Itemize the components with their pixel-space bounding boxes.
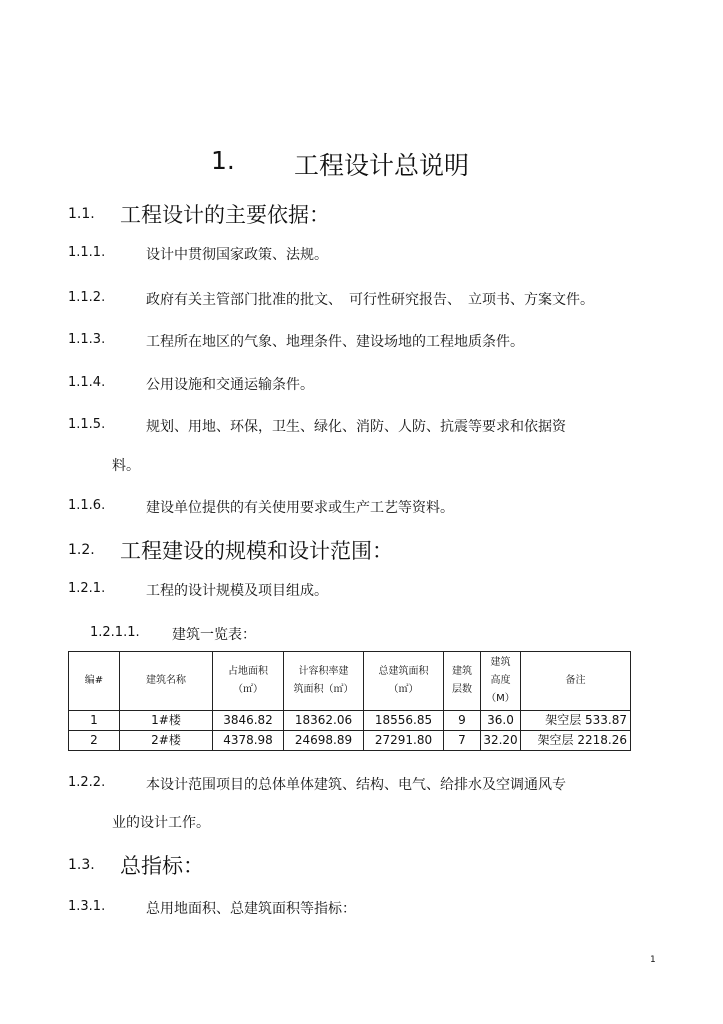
item-number-1-2-2: 1.2.2. bbox=[68, 775, 106, 790]
item-number-1-1-4: 1.1.4. bbox=[68, 375, 106, 390]
col-header-land-area: 占地面积 （㎡） bbox=[213, 652, 284, 711]
item-number-1-1-2: 1.1.2. bbox=[68, 290, 106, 305]
cell-name: 2#楼 bbox=[120, 731, 213, 751]
item-text-1-2-2-line1: 本设计范围项目的总体单体建筑、结构、电气、给排水及空调通风专 bbox=[146, 777, 566, 793]
col-header-floors: 建筑 层数 bbox=[444, 652, 481, 711]
cell-land-area: 4378.98 bbox=[213, 731, 284, 751]
section-number-1-3: 1.3. bbox=[68, 857, 95, 873]
item-number-1-3-1: 1.3.1. bbox=[68, 899, 106, 914]
section-heading-1-3: 总指标： bbox=[120, 854, 204, 878]
cell-far-area: 18362.06 bbox=[284, 711, 364, 731]
cell-no: 2 bbox=[69, 731, 120, 751]
cell-height: 32.20 bbox=[481, 731, 521, 751]
item-text-1-2-1-1: 建筑一览表： bbox=[172, 627, 256, 643]
table-row bbox=[69, 731, 631, 751]
col-header-no: 编# bbox=[69, 652, 120, 711]
item-number-1-2-1-1: 1.2.1.1. bbox=[90, 625, 140, 640]
cell-floors: 7 bbox=[444, 731, 481, 751]
item-text-1-1-2: 政府有关主管部门批准的批文、 可行性研究报告、 立项书、方案文件。 bbox=[146, 292, 594, 308]
section-number-1-2: 1.2. bbox=[68, 542, 95, 558]
col-header-total-area: 总建筑面积 （㎡） bbox=[364, 652, 444, 711]
item-text-1-1-1: 设计中贯彻国家政策、法规。 bbox=[146, 247, 328, 263]
building-table bbox=[68, 651, 631, 751]
col-header-remark: 备注 bbox=[521, 652, 631, 711]
item-text-1-3-1: 总用地面积、总建筑面积等指标： bbox=[146, 901, 356, 917]
cell-remark: 架空层 533.87 bbox=[521, 711, 631, 731]
item-number-1-1-1: 1.1.1. bbox=[68, 245, 106, 260]
table-header-row bbox=[69, 652, 631, 711]
item-text-1-1-5-line1: 规划、用地、环保，卫生、绿化、消防、人防、抗震等要求和依据资 bbox=[146, 419, 566, 435]
section-heading-1-2: 工程建设的规模和设计范围： bbox=[120, 539, 393, 563]
section-heading-1-1: 工程设计的主要依据： bbox=[120, 203, 330, 227]
table-row bbox=[69, 711, 631, 731]
item-number-1-1-5: 1.1.5. bbox=[68, 417, 106, 432]
cell-remark: 架空层 2218.26 bbox=[521, 731, 631, 751]
item-number-1-1-6: 1.1.6. bbox=[68, 498, 106, 513]
col-header-far-area: 计容积率建 筑面积（㎡） bbox=[284, 652, 364, 711]
item-text-1-2-2-line2: 业的设计工作。 bbox=[112, 815, 210, 831]
col-header-name: 建筑名称 bbox=[120, 652, 213, 711]
cell-no: 1 bbox=[69, 711, 120, 731]
item-text-1-1-4: 公用设施和交通运输条件。 bbox=[146, 377, 314, 393]
col-header-height: 建筑 高度 （M） bbox=[481, 652, 521, 711]
cell-floors: 9 bbox=[444, 711, 481, 731]
item-number-1-2-1: 1.2.1. bbox=[68, 581, 106, 596]
item-text-1-1-5-line2: 料。 bbox=[112, 458, 140, 474]
item-text-1-1-6: 建设单位提供的有关使用要求或生产工艺等资料。 bbox=[146, 500, 454, 516]
cell-total-area: 27291.80 bbox=[364, 731, 444, 751]
section-number-1-1: 1.1. bbox=[68, 206, 95, 222]
item-text-1-2-1: 工程的设计规模及项目组成。 bbox=[146, 583, 328, 599]
title-number: 1. bbox=[211, 146, 235, 175]
cell-height: 36.0 bbox=[481, 711, 521, 731]
cell-name: 1#楼 bbox=[120, 711, 213, 731]
cell-total-area: 18556.85 bbox=[364, 711, 444, 731]
cell-land-area: 3846.82 bbox=[213, 711, 284, 731]
page-title: 工程设计总说明 bbox=[294, 151, 470, 180]
cell-far-area: 24698.89 bbox=[284, 731, 364, 751]
item-text-1-1-3: 工程所在地区的气象、地理条件、建设场地的工程地质条件。 bbox=[146, 334, 524, 350]
item-number-1-1-3: 1.1.3. bbox=[68, 332, 106, 347]
page-number: 1 bbox=[650, 955, 656, 965]
